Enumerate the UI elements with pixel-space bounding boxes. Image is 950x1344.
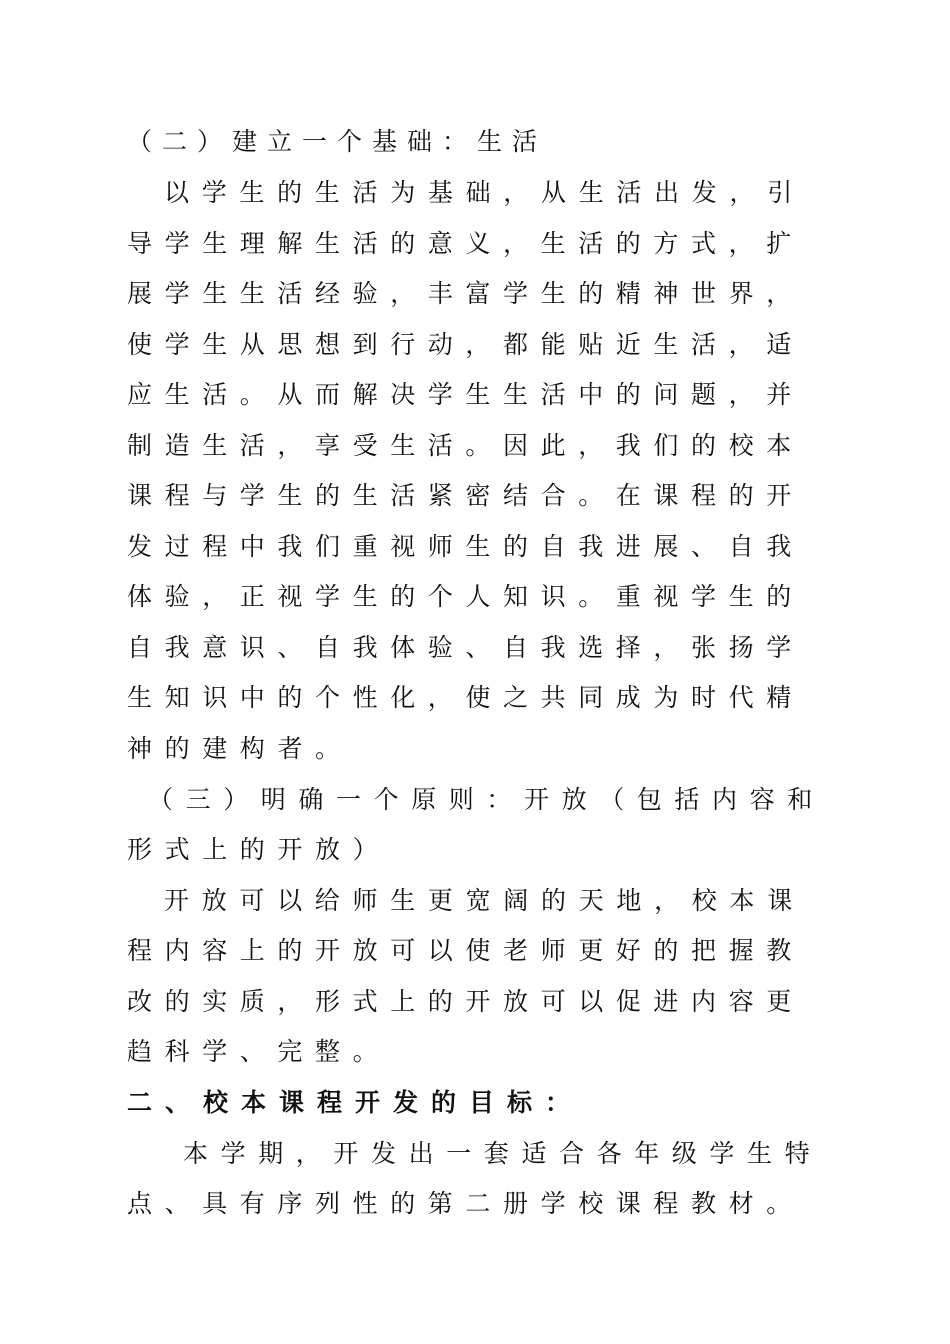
paragraph-line: 使学生从思想到行动，都能贴近生活，适	[127, 330, 804, 359]
paragraph-line: 改的实质，形式上的开放可以促进内容更	[127, 987, 804, 1016]
paragraph-line: 制造生活，享受生活。因此，我们的校本	[127, 431, 804, 460]
section-heading: （二）建立一个基础：生活	[127, 127, 548, 156]
paragraph-line: 应生活。从而解决学生生活中的问题，并	[127, 380, 804, 409]
paragraph-line: 课程与学生的生活紧密结合。在课程的开	[127, 481, 804, 510]
paragraph-line: 展学生生活经验，丰富学生的精神世界，	[127, 279, 804, 308]
paragraph-line: 自我意识、自我体验、自我选择，张扬学	[127, 633, 804, 662]
paragraph-line: 发过程中我们重视师生的自我进展、自我	[127, 532, 804, 561]
paragraph-line: 以学生的生活为基础，从生活出发，引	[164, 178, 805, 207]
paragraph-line: 趋科学、完整。	[127, 1037, 391, 1066]
paragraph-line: 点、具有序列性的第二册学校课程教材。	[127, 1189, 804, 1218]
section-heading-continued: 形式上的开放）	[127, 835, 391, 864]
paragraph-line: 本学期，开发出一套适合各年级学生特	[183, 1139, 823, 1168]
paragraph-line: 体验，正视学生的个人知识。重视学生的	[127, 582, 804, 611]
section-heading: （三）明确一个原则：开放（包括内容和	[148, 785, 825, 814]
main-heading: 二、校本课程开发的目标：	[127, 1088, 584, 1117]
paragraph-line: 神的建构者。	[127, 734, 353, 763]
paragraph-line: 生知识中的个性化，使之共同成为时代精	[127, 683, 804, 712]
paragraph-line: 导学生理解生活的意义，生活的方式，扩	[127, 229, 804, 258]
paragraph-line: 程内容上的开放可以使老师更好的把握教	[127, 936, 804, 965]
paragraph-line: 开放可以给师生更宽阔的天地，校本课	[164, 886, 805, 915]
